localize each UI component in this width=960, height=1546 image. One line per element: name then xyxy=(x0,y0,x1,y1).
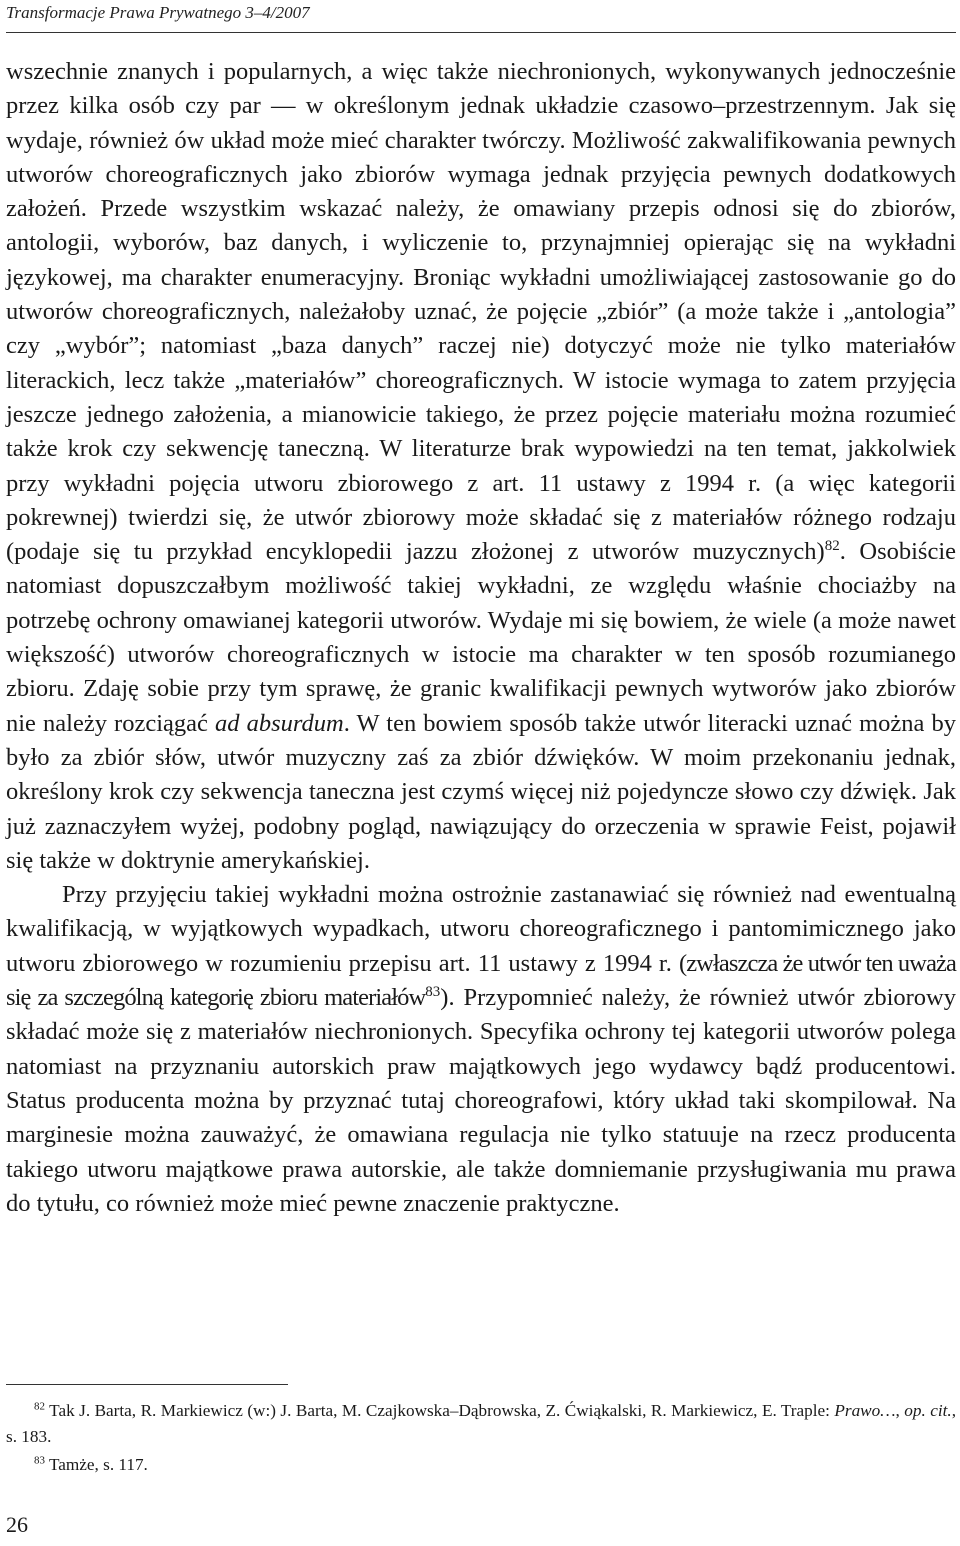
header-rule xyxy=(6,32,956,33)
footnote-rule xyxy=(6,1384,288,1385)
paragraph-1-text-a: wszechnie znanych i popularnych, a więc także niechronionych, wykonywanych jednocześnie przez kilka osób czy par — w określonym jednak układzie czasowo–przestrzennym. Jak się wydaje, również ów układ może mieć charakter twórczy. Możliwość zakwalifikowania pewnych utworów choreograficznych jako zbiorów wymaga jednak przyjęcia pewnych dodatkowych założeń. Przede wszystkim wskazać należy, że omawiany przepis odnosi się do zbiorów, antologii, wyborów, baz danych, i wyliczenie to, przynajmniej opierając się na wykładni językowej, ma charakter enumeracyjny. Broniąc wykładni umożliwiającej zastosowanie go do utworów choreograficznych, należałoby uznać, że pojęcie „zbiór” (a może także i „antologia” czy „wybór”; natomiast „baza danych” raczej nie) dotyczyć może nie tylko materiałów literackich, lecz także „materiałów” choreograficznych. W istocie wymaga to zatem przyjęcia jeszcze jednego założenia, a mianowicie takiego, że przez pojęcie materiału można rozumieć także krok czy sekwencję taneczną. W literaturze brak wypowiedzi na ten temat, jakkolwiek przy wykładni pojęcia utworu zbiorowego z art. 11 ustawy z 1994 r. (a więc kategorii pokrewnej) twierdzi się, że utwór zbiorowy może składać się z materiałów różnego rodzaju (podaje się tu przykład encyklopedii jazzu złożonej z utworów muzycznych) xyxy=(6,58,956,566)
paragraph-2 xyxy=(6,878,956,1221)
paragraph-2-condensed-text: (zwłaszcza że utwór ten uważa się za szczególną kategorię zbioru materiałów xyxy=(6,949,957,1012)
footnote-82 xyxy=(6,1398,956,1450)
paragraph-2-text-b: ). Przypomnieć należy, że również utwór zbiorowy składać może się z materiałów niechronionych. Specyfika ochrony tej kategorii utworów polega natomiast na przyznaniu autorskich praw majątkowych jego wydawcy bądź producentowi. Status producenta można by przyznać tutaj choreografowi, który układ taki skompilował. Na marginesie można zauważyć, że omawiana regulacja nie tylko statuuje na rzecz producenta takiego utworu majątkowe prawa autorskie, ale także domniemanie przysługiwania mu prawa do tytułu, co również może mieć pewne znaczenie praktyczne. xyxy=(6,984,956,1217)
footnote-83 xyxy=(6,1452,956,1478)
paragraph-1 xyxy=(6,55,956,878)
running-header: Transformacje Prawa Prywatnego 3–4/2007 xyxy=(6,3,310,22)
footnotes xyxy=(6,1398,956,1480)
paragraph-1-text-c: . W ten bowiem sposób także utwór literacki uznać można by było za zbiór słów, utwór muzyczny zaś za zbiór dźwięków. W moim przekonaniu jednak, określony krok czy sekwencja taneczna jest czymś więcej niż pojedyncze słowo czy dźwięk. Jak już zaznaczyłem wyżej, podobny pogląd, nawiązujący do orzeczenia w sprawie Feist, pojawił się także w doktrynie amerykańskiej. xyxy=(6,709,956,874)
paragraph-2-text-a: Przy przyjęciu takiej wykładni można ostrożnie zastanawiać się również nad ewentualną kwalifikacją, w wyjątkowych wypadkach, utworu choreograficznego i pantomimicznego jako utworu zbiorowego w rozumieniu przepisu art. 11 ustawy z 1994 r. xyxy=(6,881,956,977)
page-number: 26 xyxy=(6,1512,28,1537)
footnote-italic: op. cit. xyxy=(904,1401,952,1420)
footnote-number: 83 xyxy=(34,1454,45,1467)
footnote-text: , s. 183. xyxy=(6,1401,957,1446)
footnote-text: Tamże, s. 117. xyxy=(45,1455,148,1474)
italic-phrase: ad absurdum xyxy=(215,709,344,737)
footnote-italic: Prawo… xyxy=(834,1401,896,1420)
footnote-text: Tak J. Barta, R. Markiewicz (w:) J. Barta, M. Czajkowska–Dąbrowska, Z. Ćwiąkalski, R. Markiewicz, E. Traple: xyxy=(45,1401,835,1420)
footnote-text: , xyxy=(895,1401,905,1420)
footnote-ref-83[interactable]: 83 xyxy=(425,983,441,1000)
paragraph-1-text-b: . Osobiście natomiast dopuszczałbym możliwość takiej wykładni, ze względu właśnie chociażby na potrzebę ochrony omawianej kategorii utworów. Wydaje mi się bowiem, że wiele (a może nawet większość) utworów choreograficznych w istocie ma charakter w ten sposób rozumianego zbioru. Zdaję sobie przy tym sprawę, że granic kwalifikacji pewnych wytworów jako zbiorów nie należy rozciągać xyxy=(6,538,957,737)
footnote-number: 82 xyxy=(34,1400,45,1413)
body-text xyxy=(6,55,956,1221)
footnote-ref-82[interactable]: 82 xyxy=(824,538,840,554)
